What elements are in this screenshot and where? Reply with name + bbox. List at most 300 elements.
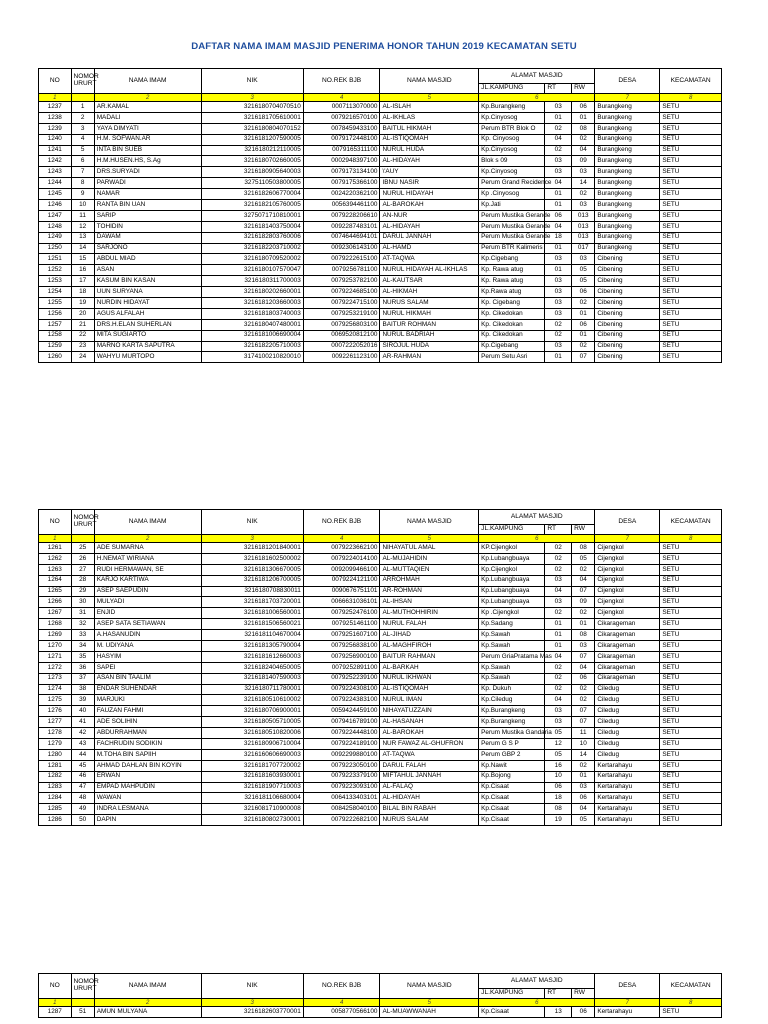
nomor-urut-cell: 33 xyxy=(71,630,94,641)
nama-imam-cell: WAHYU MURTOPO xyxy=(94,352,201,363)
nomor-urut-cell: 7 xyxy=(71,167,94,178)
nomor-urut-cell: 31 xyxy=(71,608,94,619)
header-nik: NIK xyxy=(201,974,303,999)
rt-cell: 02 xyxy=(545,662,572,673)
table-row xyxy=(39,673,722,684)
no-cell: 1248 xyxy=(39,221,72,232)
nama-masjid-cell: AT-TAQWA xyxy=(380,749,479,760)
nik-cell: 3216180212110005 xyxy=(201,145,303,156)
rt-cell: 06 xyxy=(545,210,572,221)
nomor-urut-cell: 50 xyxy=(71,815,94,826)
nama-imam-cell: M.TOHA BIN SAPIIH xyxy=(94,749,201,760)
rw-cell: 05 xyxy=(572,815,595,826)
desa-cell: Cibening xyxy=(595,254,660,265)
rt-cell: 08 xyxy=(545,804,572,815)
nama-imam-cell: WAWAN xyxy=(94,793,201,804)
nik-cell: 3216180505710005 xyxy=(201,717,303,728)
kecamatan-cell: SETU xyxy=(660,134,722,145)
nik-cell: 3216180906710004 xyxy=(201,739,303,750)
kecamatan-cell: SETU xyxy=(660,651,722,662)
jl-kampung-cell: Kp.Cinyosog xyxy=(479,112,545,123)
jl-kampung-cell: Kp.Ciledug xyxy=(479,695,545,706)
nik-cell: 3216181612660003 xyxy=(201,651,303,662)
nik-cell: 3216180311700003 xyxy=(201,276,303,287)
nama-masjid-cell: NURUL HIKMAH xyxy=(380,308,479,319)
kecamatan-cell: SETU xyxy=(660,276,722,287)
table-row xyxy=(39,167,722,178)
table-row xyxy=(39,728,722,739)
jl-kampung-cell: Kp.Burangkeng xyxy=(479,706,545,717)
nik-cell: 3216180711780001 xyxy=(201,684,303,695)
no-cell: 1238 xyxy=(39,112,72,123)
norek-cell: 0092306143100 xyxy=(303,243,380,254)
rw-cell: 03 xyxy=(572,167,595,178)
desa-cell: Burangkeng xyxy=(595,156,660,167)
nomor-urut-cell: 48 xyxy=(71,793,94,804)
norek-cell: 0079223379100 xyxy=(303,771,380,782)
column-index-cell: 3 xyxy=(201,999,303,1007)
rt-cell: 01 xyxy=(545,200,572,211)
no-cell: 1286 xyxy=(39,815,72,826)
rw-cell: 08 xyxy=(572,543,595,554)
kecamatan-cell: SETU xyxy=(660,641,722,652)
no-cell: 1277 xyxy=(39,717,72,728)
rt-cell: 01 xyxy=(545,352,572,363)
desa-cell: Cibening xyxy=(595,287,660,298)
nama-imam-cell: ASAN xyxy=(94,265,201,276)
rt-cell: 02 xyxy=(545,608,572,619)
rw-cell: 09 xyxy=(572,597,595,608)
header-alamat-masjid: ALAMAT MASJID xyxy=(479,510,595,525)
rw-cell: 10 xyxy=(572,739,595,750)
rw-cell: 05 xyxy=(572,276,595,287)
header-alamat-masjid: ALAMAT MASJID xyxy=(479,69,595,84)
column-index-cell: 8 xyxy=(660,999,722,1007)
norek-cell: 0058770566100 xyxy=(303,1007,380,1018)
rt-cell: 03 xyxy=(545,308,572,319)
rw-cell: 02 xyxy=(572,760,595,771)
nik-cell: 3216081710900008 xyxy=(201,804,303,815)
jl-kampung-cell: Kp.Cisaat xyxy=(479,793,545,804)
nomor-urut-cell: 43 xyxy=(71,739,94,750)
column-index-cell: 3 xyxy=(201,535,303,543)
nik-cell: 3216181707720002 xyxy=(201,760,303,771)
rw-cell: 04 xyxy=(572,575,595,586)
rt-cell: 02 xyxy=(545,553,572,564)
header-nik: NIK xyxy=(201,510,303,535)
desa-cell: Burangkeng xyxy=(595,123,660,134)
rw-cell: 01 xyxy=(572,112,595,123)
nama-imam-cell: NAMAR xyxy=(94,189,201,200)
jl-kampung-cell: Kp.Lubangbuaya xyxy=(479,575,545,586)
header-nomor-urut: NOMOR URURT xyxy=(71,974,94,999)
column-index-cell: 6 xyxy=(479,535,595,543)
kecamatan-cell: SETU xyxy=(660,597,722,608)
kecamatan-cell: SETU xyxy=(660,564,722,575)
norek-cell: 0079251607100 xyxy=(303,630,380,641)
nama-imam-cell: SAPEI xyxy=(94,662,201,673)
nama-imam-cell: MITA SUGIARTO xyxy=(94,330,201,341)
jl-kampung-cell: Kp.Cijengkol xyxy=(479,564,545,575)
rw-cell: 013 xyxy=(572,232,595,243)
nama-imam-cell: AR.KAMAL xyxy=(94,102,201,113)
column-index-cell: 2 xyxy=(94,999,201,1007)
nik-cell: 3216181207590005 xyxy=(201,134,303,145)
norek-cell: 0079253782100 xyxy=(303,276,380,287)
jl-kampung-cell: Kp. Rawa atug xyxy=(479,265,545,276)
kecamatan-cell: SETU xyxy=(660,793,722,804)
jl-kampung-cell: Kp. Cigebang xyxy=(479,298,545,309)
nik-cell: 3216181201840001 xyxy=(201,543,303,554)
nama-imam-cell: ASEP SAEPUDIN xyxy=(94,586,201,597)
kecamatan-cell: SETU xyxy=(660,815,722,826)
header-nama-masjid: NAMA MASJID xyxy=(380,974,479,999)
no-cell: 1262 xyxy=(39,553,72,564)
no-cell: 1276 xyxy=(39,706,72,717)
rt-cell: 06 xyxy=(545,782,572,793)
table-row xyxy=(39,102,722,113)
nama-masjid-cell: BILAL BIN RABAH xyxy=(380,804,479,815)
norek-cell: 0092099466100 xyxy=(303,564,380,575)
nama-imam-cell: ABDURRAHMAN xyxy=(94,728,201,739)
desa-cell: Cijengkol xyxy=(595,597,660,608)
nama-imam-cell: KASUM BIN KASAN xyxy=(94,276,201,287)
rt-cell: 01 xyxy=(545,243,572,254)
header-desa: DESA xyxy=(595,510,660,535)
nomor-urut-cell: 1 xyxy=(71,102,94,113)
nomor-urut-cell: 28 xyxy=(71,575,94,586)
table-row xyxy=(39,641,722,652)
desa-cell: Cijengkol xyxy=(595,564,660,575)
kecamatan-cell: SETU xyxy=(660,760,722,771)
table-row xyxy=(39,134,722,145)
nomor-urut-cell: 21 xyxy=(71,319,94,330)
jl-kampung-cell: Perum Grand Recidence xyxy=(479,178,545,189)
jl-kampung-cell: Kp.Sadang xyxy=(479,619,545,630)
no-cell: 1240 xyxy=(39,134,72,145)
rt-cell: 01 xyxy=(545,189,572,200)
norek-cell: 0074644694101 xyxy=(303,232,380,243)
nama-imam-cell: AMUN MULYANA xyxy=(94,1007,201,1018)
no-cell: 1257 xyxy=(39,319,72,330)
norek-cell: 0079223662100 xyxy=(303,543,380,554)
rt-cell: 04 xyxy=(545,221,572,232)
nama-imam-cell: DAPIN xyxy=(94,815,201,826)
table-row xyxy=(39,319,722,330)
kecamatan-cell: SETU xyxy=(660,684,722,695)
nomor-urut-cell: 22 xyxy=(71,330,94,341)
header-row xyxy=(39,69,722,84)
nik-cell: 3216182105760005 xyxy=(201,200,303,211)
norek-cell: 0056394461100 xyxy=(303,200,380,211)
table-row xyxy=(39,771,722,782)
jl-kampung-cell: Perum BTR Kalimeris xyxy=(479,243,545,254)
desa-cell: Burangkeng xyxy=(595,178,660,189)
desa-cell: Cibening xyxy=(595,298,660,309)
rw-cell: 01 xyxy=(572,771,595,782)
jl-kampung-cell: Blok s 09 xyxy=(479,156,545,167)
table-row xyxy=(39,112,722,123)
kecamatan-cell: SETU xyxy=(660,695,722,706)
nama-imam-cell: ENJID xyxy=(94,608,201,619)
table-row xyxy=(39,200,722,211)
norek-cell: 0007222052016 xyxy=(303,341,380,352)
no-cell: 1241 xyxy=(39,145,72,156)
jl-kampung-cell: Kp.Lubangbuaya xyxy=(479,553,545,564)
table-row xyxy=(39,156,722,167)
rw-cell: 07 xyxy=(572,706,595,717)
no-cell: 1275 xyxy=(39,695,72,706)
nama-imam-cell: MULYADI xyxy=(94,597,201,608)
kecamatan-cell: SETU xyxy=(660,739,722,750)
nik-cell: 3216180510820006 xyxy=(201,728,303,739)
desa-cell: Burangkeng xyxy=(595,243,660,254)
header-kecamatan: KECAMATAN xyxy=(660,510,722,535)
rw-cell: 06 xyxy=(572,673,595,684)
desa-cell: Cikarageman xyxy=(595,641,660,652)
norek-cell: 0079224715100 xyxy=(303,298,380,309)
norek-cell: 0092299880100 xyxy=(303,749,380,760)
header-nomor-urut: NOMOR URURT xyxy=(71,69,94,94)
nama-masjid-cell: AL-ISTIQOMAH xyxy=(380,134,479,145)
nama-masjid-cell: AL-KAUTSAR xyxy=(380,276,479,287)
nik-cell: 3216181602500002 xyxy=(201,553,303,564)
nama-imam-cell: A.HASANUDIN xyxy=(94,630,201,641)
rw-cell: 02 xyxy=(572,189,595,200)
nik-cell: 3216181506560021 xyxy=(201,619,303,630)
table-row xyxy=(39,630,722,641)
nomor-urut-cell: 10 xyxy=(71,200,94,211)
kecamatan-cell: SETU xyxy=(660,575,722,586)
rw-cell: 14 xyxy=(572,178,595,189)
no-cell: 1258 xyxy=(39,330,72,341)
no-cell: 1242 xyxy=(39,156,72,167)
column-index-cell: 7 xyxy=(595,535,660,543)
nama-masjid-cell: NURUS SALAM xyxy=(380,815,479,826)
nama-imam-cell: MADALI xyxy=(94,112,201,123)
table-row xyxy=(39,662,722,673)
nama-masjid-cell: AL-BARKAH xyxy=(380,662,479,673)
no-cell: 1274 xyxy=(39,684,72,695)
no-cell: 1251 xyxy=(39,254,72,265)
desa-cell: Kertarahayu xyxy=(595,760,660,771)
jl-kampung-cell: Kp.Sawah xyxy=(479,630,545,641)
column-index-cell: 3 xyxy=(201,94,303,102)
jl-kampung-cell: Perum GBP 2 xyxy=(479,749,545,760)
nik-cell: 3216181203660003 xyxy=(201,298,303,309)
nik-cell: 3216180905640003 xyxy=(201,167,303,178)
norek-cell: 0059424459100 xyxy=(303,706,380,717)
rw-cell: 02 xyxy=(572,341,595,352)
desa-cell: Burangkeng xyxy=(595,189,660,200)
desa-cell: Burangkeng xyxy=(595,112,660,123)
no-cell: 1244 xyxy=(39,178,72,189)
column-index-cell: 5 xyxy=(380,94,479,102)
column-index-cell: 6 xyxy=(479,94,595,102)
jl-kampung-cell: Kp.Burangkeng xyxy=(479,102,545,113)
nik-cell: 3216181206700005 xyxy=(201,575,303,586)
kecamatan-cell: SETU xyxy=(660,189,722,200)
nik-cell: 3216181803740003 xyxy=(201,308,303,319)
rw-cell: 11 xyxy=(572,728,595,739)
desa-cell: Burangkeng xyxy=(595,232,660,243)
norek-cell: 0079252476100 xyxy=(303,608,380,619)
nama-imam-cell: M. UDIYANA xyxy=(94,641,201,652)
norek-cell: 0079224189100 xyxy=(303,739,380,750)
column-index-cell xyxy=(71,535,94,543)
nik-cell: 3216182205710003 xyxy=(201,341,303,352)
nama-imam-cell: DAWAM xyxy=(94,232,201,243)
jl-kampung-cell: Kp .Cinyosog xyxy=(479,189,545,200)
desa-cell: Kertarahayu xyxy=(595,815,660,826)
nomor-urut-cell: 51 xyxy=(71,1007,94,1018)
nama-imam-cell: SARJONO xyxy=(94,243,201,254)
nomor-urut-cell: 49 xyxy=(71,804,94,815)
nama-masjid-cell: NURUL HIDAYAH xyxy=(380,189,479,200)
nama-masjid-cell: MIFTAHUL JANNAH xyxy=(380,771,479,782)
nomor-urut-cell: 6 xyxy=(71,156,94,167)
jl-kampung-cell: Perum Setu Asri xyxy=(479,352,545,363)
nomor-urut-cell: 30 xyxy=(71,597,94,608)
no-cell: 1282 xyxy=(39,771,72,782)
norek-cell: 0079224308100 xyxy=(303,684,380,695)
nama-masjid-cell: AL-ISTIQOMAH xyxy=(380,684,479,695)
nama-masjid-cell: AN-NUR xyxy=(380,210,479,221)
desa-cell: Ciledug xyxy=(595,749,660,760)
desa-cell: Ciledug xyxy=(595,706,660,717)
desa-cell: Cijengkol xyxy=(595,575,660,586)
nama-masjid-cell: \'AUY xyxy=(380,167,479,178)
no-cell: 1272 xyxy=(39,662,72,673)
nik-cell: 3216181907710003 xyxy=(201,782,303,793)
norek-cell: 0079172448100 xyxy=(303,134,380,145)
table-row xyxy=(39,1007,722,1018)
desa-cell: Kertarahayu xyxy=(595,771,660,782)
nama-masjid-cell: NURUL HIDAYAH AL-IKHLAS xyxy=(380,265,479,276)
table-row xyxy=(39,684,722,695)
rt-cell: 02 xyxy=(545,145,572,156)
jl-kampung-cell: Kp.Bojong xyxy=(479,771,545,782)
norek-cell: 0079416789100 xyxy=(303,717,380,728)
nama-imam-cell: INTA BIN SUEB xyxy=(94,145,201,156)
norek-cell: 0092261123100 xyxy=(303,352,380,363)
nama-masjid-cell: AT-TAQWA xyxy=(380,254,479,265)
rt-cell: 12 xyxy=(545,739,572,750)
desa-cell: Cikarageman xyxy=(595,651,660,662)
nomor-urut-cell: 26 xyxy=(71,553,94,564)
rw-cell: 03 xyxy=(572,254,595,265)
column-index-cell: 4 xyxy=(303,535,380,543)
nama-imam-cell: INDRA LESMANA xyxy=(94,804,201,815)
rt-cell: 04 xyxy=(545,134,572,145)
norek-cell: 0079224014100 xyxy=(303,553,380,564)
rw-cell: 02 xyxy=(572,298,595,309)
table-row xyxy=(39,749,722,760)
jl-kampung-cell: Kp.Cisaat xyxy=(479,1007,545,1018)
desa-cell: Cibening xyxy=(595,308,660,319)
rw-cell: 01 xyxy=(572,308,595,319)
column-index-cell: 7 xyxy=(595,999,660,1007)
no-cell: 1237 xyxy=(39,102,72,113)
column-index-cell xyxy=(71,94,94,102)
rt-cell: 03 xyxy=(545,706,572,717)
nama-masjid-cell: NURUL HUDA xyxy=(380,145,479,156)
nomor-urut-cell: 27 xyxy=(71,564,94,575)
kecamatan-cell: SETU xyxy=(660,673,722,684)
rw-cell: 07 xyxy=(572,717,595,728)
norek-cell: 0007113070000 xyxy=(303,102,380,113)
norek-cell: 0002948397100 xyxy=(303,156,380,167)
rt-cell: 01 xyxy=(545,619,572,630)
desa-cell: Kertarahayu xyxy=(595,1007,660,1018)
desa-cell: Ciledug xyxy=(595,728,660,739)
norek-cell: 0079222682100 xyxy=(303,815,380,826)
nik-cell: 3216160606690003 xyxy=(201,749,303,760)
nomor-urut-cell: 46 xyxy=(71,771,94,782)
kecamatan-cell: SETU xyxy=(660,123,722,134)
nomor-urut-cell: 24 xyxy=(71,352,94,363)
rt-cell: 03 xyxy=(545,102,572,113)
nama-masjid-cell: AL-HIDAYAH xyxy=(380,793,479,804)
nama-imam-cell: DRS.SURYADI xyxy=(94,167,201,178)
nama-masjid-cell: NURUL BADRIAH xyxy=(380,330,479,341)
rw-cell: 05 xyxy=(572,553,595,564)
nik-cell: 3216182803760006 xyxy=(201,232,303,243)
rt-cell: 03 xyxy=(545,276,572,287)
kecamatan-cell: SETU xyxy=(660,243,722,254)
no-cell: 1254 xyxy=(39,287,72,298)
column-index-cell: 8 xyxy=(660,535,722,543)
rt-cell: 03 xyxy=(545,167,572,178)
rw-cell: 08 xyxy=(572,630,595,641)
nama-masjid-cell: AR-ROHMAN xyxy=(380,586,479,597)
nama-imam-cell: FACHRUDIN SODIKIN xyxy=(94,739,201,750)
rt-cell: 04 xyxy=(545,695,572,706)
nik-cell: 3216181006560001 xyxy=(201,608,303,619)
column-index-cell: 5 xyxy=(380,535,479,543)
column-index-cell: 7 xyxy=(595,94,660,102)
nama-imam-cell: H.M. SOFWAN.AR xyxy=(94,134,201,145)
desa-cell: Cibening xyxy=(595,330,660,341)
rt-cell: 18 xyxy=(545,793,572,804)
desa-cell: Cibening xyxy=(595,352,660,363)
nomor-urut-cell: 18 xyxy=(71,287,94,298)
nik-cell: 3216180706900001 xyxy=(201,706,303,717)
table-row xyxy=(39,276,722,287)
jl-kampung-cell: Kp.Sawah xyxy=(479,662,545,673)
norek-cell: 0078459433100 xyxy=(303,123,380,134)
norek-cell: 0092287483101 xyxy=(303,221,380,232)
desa-cell: Cibening xyxy=(595,341,660,352)
no-cell: 1243 xyxy=(39,167,72,178)
norek-cell: 0079222615100 xyxy=(303,254,380,265)
no-cell: 1246 xyxy=(39,200,72,211)
nomor-urut-cell: 15 xyxy=(71,254,94,265)
norek-cell: 0079223050100 xyxy=(303,760,380,771)
nama-imam-cell: KARJO KARTIWA xyxy=(94,575,201,586)
nama-masjid-cell: AL-HIKMAH xyxy=(380,287,479,298)
kecamatan-cell: SETU xyxy=(660,167,722,178)
rw-cell: 03 xyxy=(572,782,595,793)
nama-imam-cell: YAYA DIMYATI xyxy=(94,123,201,134)
jl-kampung-cell: Kp.Nawit xyxy=(479,760,545,771)
jl-kampung-cell: Kp. Cinyosog xyxy=(479,134,545,145)
no-cell: 1250 xyxy=(39,243,72,254)
table-row xyxy=(39,287,722,298)
desa-cell: Burangkeng xyxy=(595,102,660,113)
norek-cell: 0079224448100 xyxy=(303,728,380,739)
nomor-urut-cell: 4 xyxy=(71,134,94,145)
